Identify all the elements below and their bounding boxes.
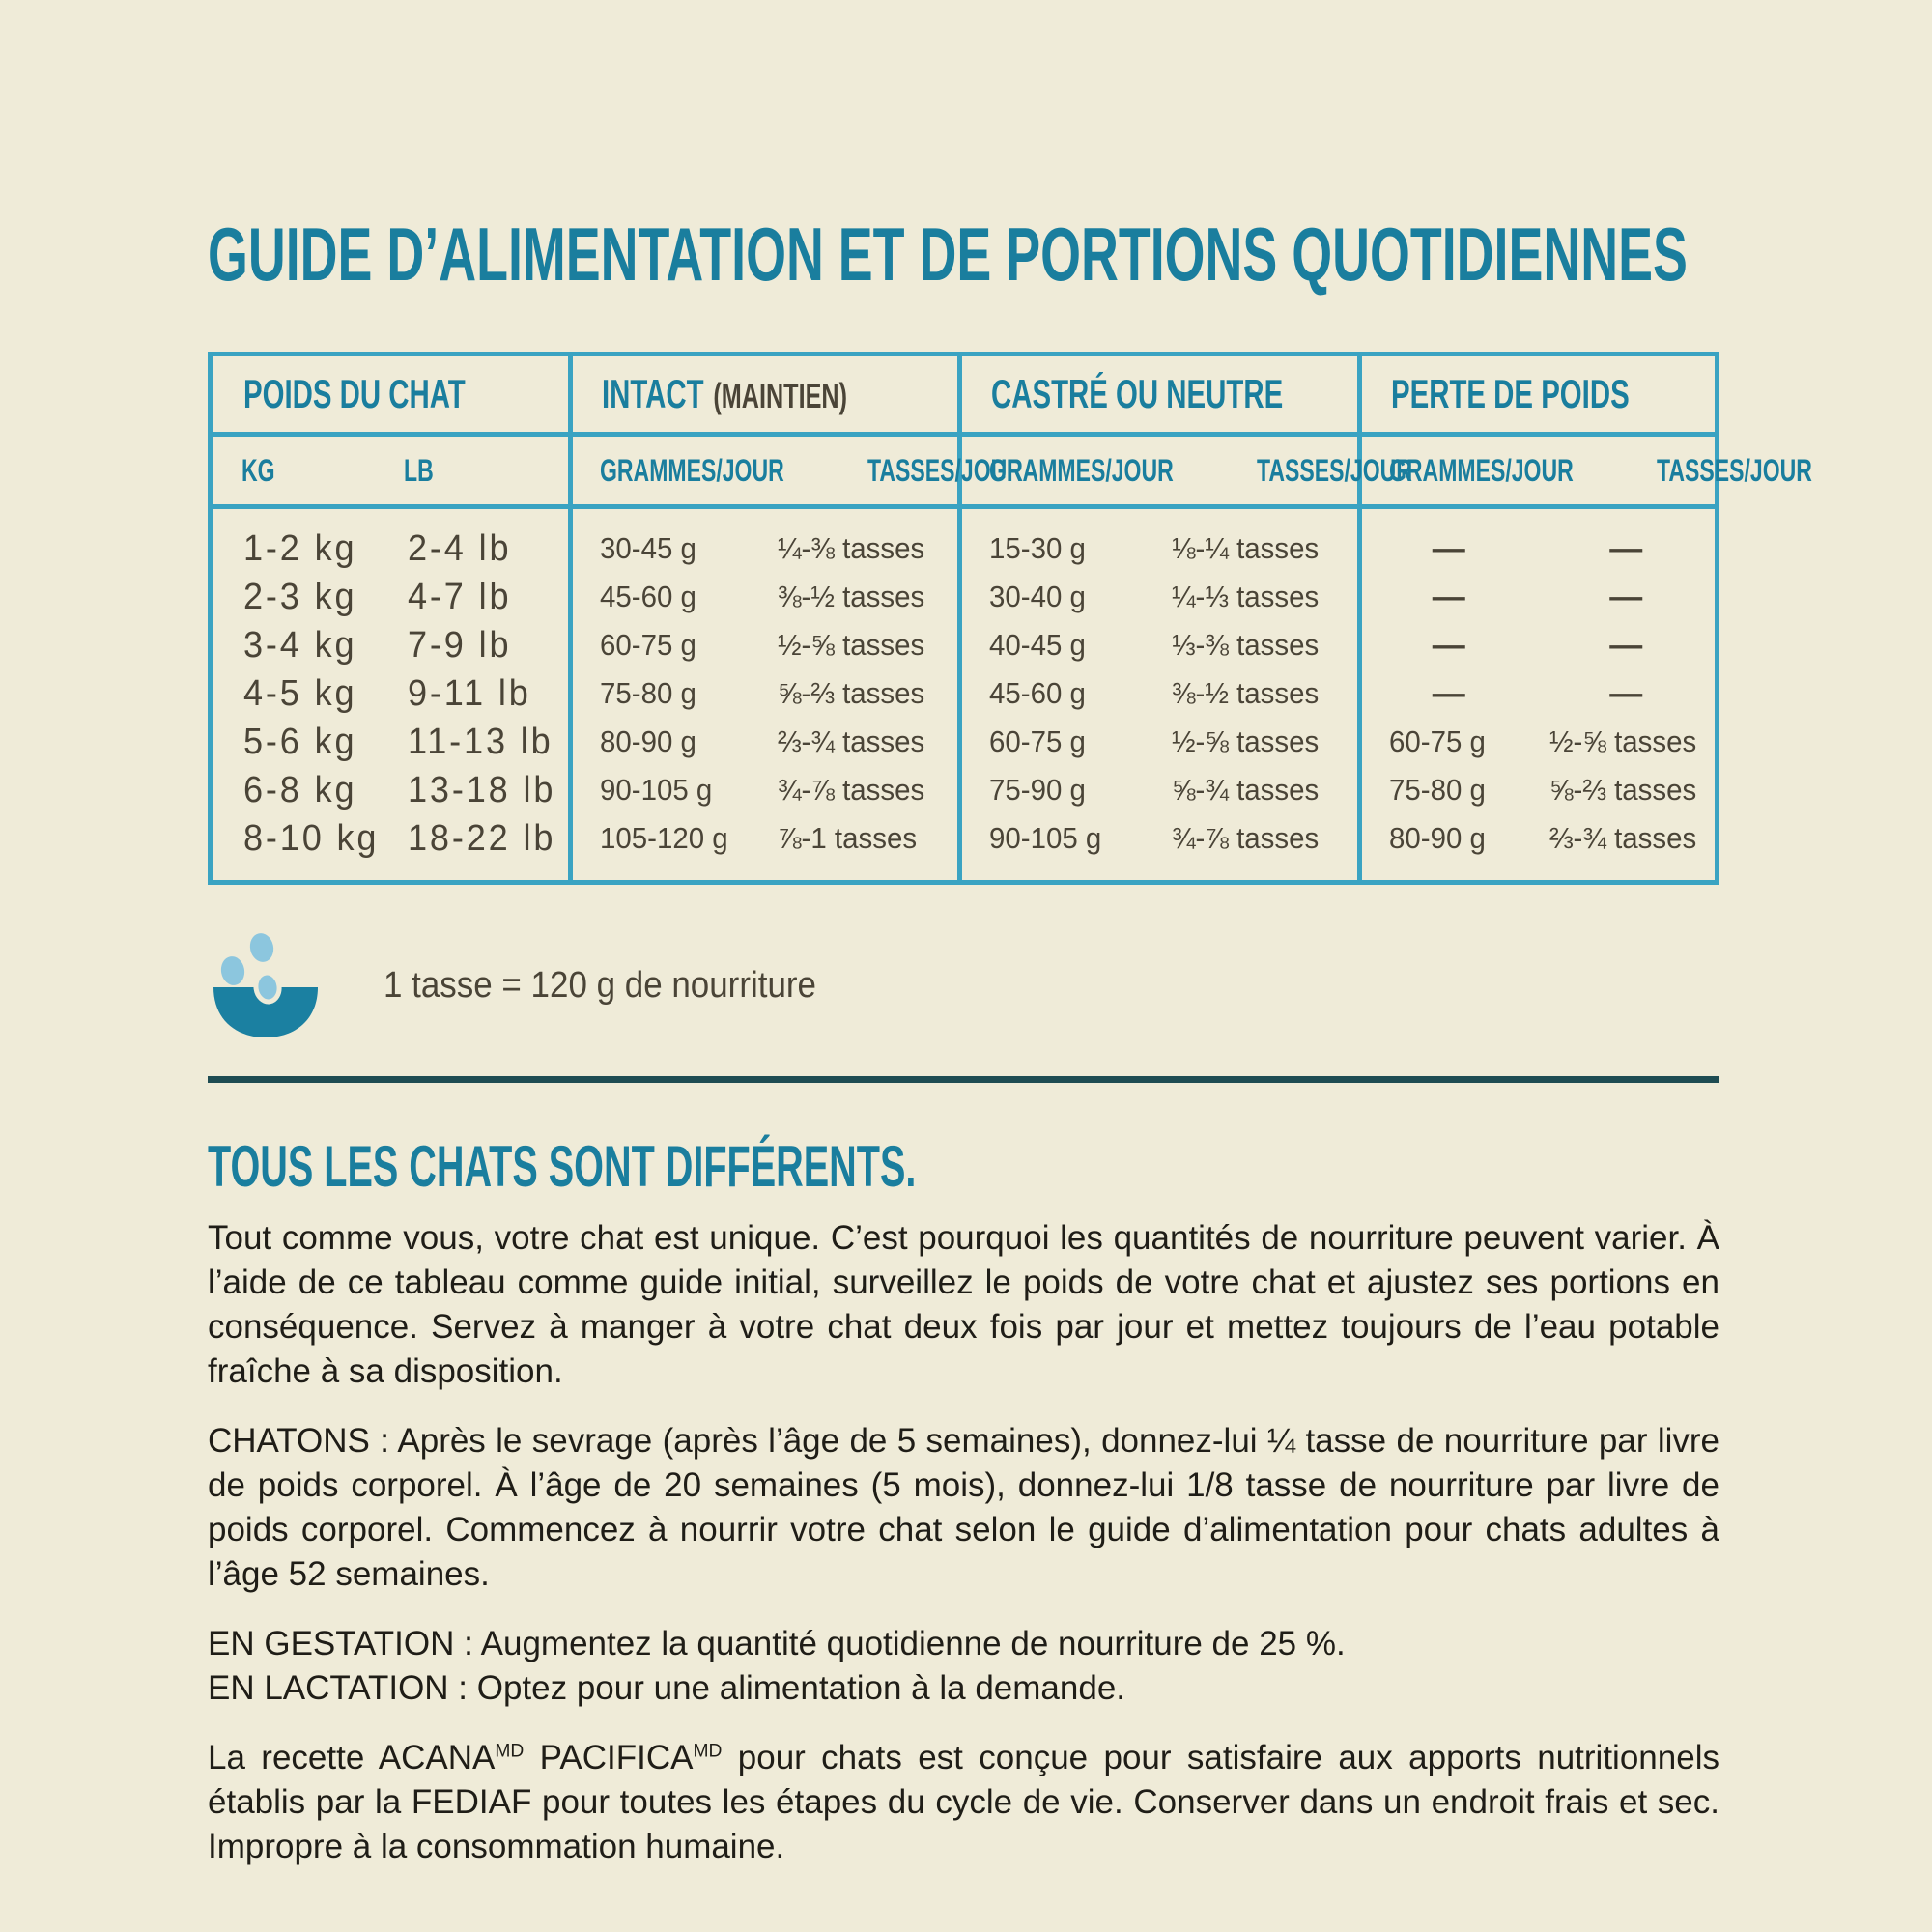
table-cell-group xyxy=(960,669,1360,718)
table-cell-group xyxy=(213,621,571,669)
portion-value: 75-80 g xyxy=(600,676,696,710)
body-paragraphs xyxy=(208,1216,1719,1869)
weight-value: 13-18 lb xyxy=(407,769,555,810)
cup-note xyxy=(208,929,1719,1041)
subcolumn-header-lb: LB xyxy=(403,452,434,488)
table-cell-group xyxy=(1360,669,1715,718)
portion-value: ⅞-1 tasses xyxy=(777,821,917,855)
portion-value: 105-120 g xyxy=(600,821,728,855)
portion-value: ½-⅝ tasses xyxy=(1548,724,1696,758)
portion-value: ¼-⅓ tasses xyxy=(1172,580,1320,613)
table-cell-group xyxy=(1360,814,1715,863)
table-cell-group xyxy=(1360,621,1715,669)
portion-value: ¼-⅜ tasses xyxy=(777,531,924,565)
feeding-table xyxy=(208,352,1812,885)
portion-value: ⅓-⅜ tasses xyxy=(1172,628,1320,662)
table-divider xyxy=(213,432,1715,437)
table-row xyxy=(213,573,1715,621)
portion-value: ¾-⅞ tasses xyxy=(1172,821,1320,855)
table-cell-group xyxy=(960,573,1360,621)
weight-value: 2-4 lb xyxy=(407,527,511,569)
cup-note-text: 1 tasse = 120 g de nourriture xyxy=(384,964,816,1006)
empty-value: — xyxy=(1432,674,1465,712)
content-column xyxy=(208,0,1812,1894)
table-cell-group xyxy=(571,573,960,621)
table-cell-group xyxy=(960,718,1360,766)
column-group-header-castre xyxy=(960,356,1360,432)
weight-value: 3-4 kg xyxy=(243,624,357,666)
column-group-header-perte xyxy=(1360,356,1731,432)
table-cell-group xyxy=(960,525,1360,573)
portion-value: 45-60 g xyxy=(600,580,696,613)
table-cell-group xyxy=(571,718,960,766)
weight-value: 9-11 lb xyxy=(407,672,531,714)
table-cell-group xyxy=(571,621,960,669)
table-cell-group xyxy=(213,766,571,814)
paragraph-gestation: EN GESTATION : Augmentez la quantité quotidienne de nourriture de 25 %. xyxy=(208,1625,1346,1662)
portion-value: 80-90 g xyxy=(600,724,696,758)
subcolumn-header-grammes: GRAMMES/JOUR xyxy=(1389,452,1574,488)
table-row xyxy=(213,814,1715,863)
portion-value: ⅔-¾ tasses xyxy=(777,724,924,758)
portion-value: 15-30 g xyxy=(989,531,1086,565)
weight-value: 5-6 kg xyxy=(243,721,357,762)
table-cell-group xyxy=(213,669,571,718)
subheader-group-castre xyxy=(960,437,1412,504)
empty-value: — xyxy=(1609,529,1643,567)
section-divider xyxy=(208,1076,1719,1083)
subcolumn-header-tasses: TASSES/JOUR xyxy=(1256,452,1412,488)
subheader-group-perte xyxy=(1360,437,1872,504)
portion-value: 75-90 g xyxy=(989,773,1086,807)
table-cell-group xyxy=(1360,718,1715,766)
portion-value: ⅝-⅔ tasses xyxy=(777,676,924,710)
column-group-label: PERTE DE POIDS xyxy=(1391,371,1630,416)
portion-value: ¾-⅞ tasses xyxy=(777,773,924,807)
subcolumn-header-grammes: GRAMMES/JOUR xyxy=(600,452,784,488)
empty-value: — xyxy=(1432,626,1465,664)
subcolumn-header-tasses: TASSES/JOUR xyxy=(1656,452,1812,488)
weight-value: 7-9 lb xyxy=(407,624,511,666)
column-group-suffix: (MAINTIEN) xyxy=(713,376,847,415)
table-header-row xyxy=(213,356,1715,432)
table-cell-group xyxy=(213,814,571,863)
table-row xyxy=(213,669,1715,718)
weight-value: 4-5 kg xyxy=(243,672,357,714)
weight-value: 2-3 kg xyxy=(243,576,357,617)
empty-value: — xyxy=(1609,626,1643,664)
paragraph-chatons: CHATONS : Après le sevrage (après l’âge de 5 semaines), donnez-lui ¼ tasse de nourriture par livre de poids corporel. À l’âge de 20 semaines (5 mois), donnez-lui 1/8 tasse de nourriture par livre de poids corporel. Commencez à nourrir votre chat selon le guide d’alimentation pour chats adultes à l’âge 52 semaines. xyxy=(208,1422,1719,1593)
table-row xyxy=(213,525,1715,573)
portion-value: ⅜-½ tasses xyxy=(1172,676,1320,710)
subheader-group-intact xyxy=(571,437,1023,504)
portion-value: 45-60 g xyxy=(989,676,1086,710)
portion-value: 30-45 g xyxy=(600,531,696,565)
paragraph-recette: La recette $ACANA^{MD}$ $PACIFICA^{MD}$ pour chats est conçue pour satisfaire aux apports nutritionnels établis par la FEDIAF pour toutes les étapes du cycle de vie. Conserver dans un endroit frais et sec. Impropre à la consommation humaine. xyxy=(208,1739,1719,1865)
table-cell-group xyxy=(571,525,960,573)
portion-value: 30-40 g xyxy=(989,580,1086,613)
table-cell-group xyxy=(960,621,1360,669)
portion-value: ⅜-½ tasses xyxy=(777,580,924,613)
empty-value: — xyxy=(1609,674,1643,712)
table-row xyxy=(213,718,1715,766)
paragraph-intro: Tout comme vous, votre chat est unique. C’est pourquoi les quantités de nourriture peuvent varier. À l’aide de ce tableau comme guide initial, surveillez le poids de votre chat et ajustez ses portions en conséquence. Servez à manger à votre chat deux fois par jour et mettez toujours de l’eau potable fraîche à sa disposition. xyxy=(208,1219,1719,1390)
section-heading-text: TOUS LES CHATS SONT DIFFÉRENTS. xyxy=(208,1134,917,1199)
portion-value: 60-75 g xyxy=(989,724,1086,758)
portion-value: 90-105 g xyxy=(600,773,713,807)
portion-value: ½-⅝ tasses xyxy=(1172,724,1320,758)
table-cell-group xyxy=(1360,525,1715,573)
empty-value: — xyxy=(1432,529,1465,567)
paragraph-lactation: EN LACTATION : Optez pour une alimentation à la demande. xyxy=(208,1669,1126,1707)
kibble-bowl-icon xyxy=(208,929,324,1041)
subcolumn-header-kg: KG xyxy=(242,452,275,488)
subcolumn-header-tasses: TASSES/JOUR xyxy=(867,452,1023,488)
portion-value: 90-105 g xyxy=(989,821,1102,855)
table-cell-group xyxy=(1360,766,1715,814)
weight-value: 11-13 lb xyxy=(407,721,554,762)
column-group-label: CASTRÉ OU NEUTRE xyxy=(991,371,1284,416)
weight-value: 4-7 lb xyxy=(407,576,511,617)
portion-value: ⅝-⅔ tasses xyxy=(1548,773,1696,807)
portion-value: ⅝-¾ tasses xyxy=(1172,773,1320,807)
table-cell-group xyxy=(213,718,571,766)
page-title xyxy=(208,213,1719,296)
table-subheader-row xyxy=(213,437,1812,504)
portion-value: 60-75 g xyxy=(1389,724,1486,758)
feeding-table-body xyxy=(213,509,1715,880)
table-row xyxy=(213,766,1715,814)
empty-value: — xyxy=(1432,578,1465,615)
weight-value: 6-8 kg xyxy=(243,769,357,810)
column-group-header-poids xyxy=(213,356,571,432)
table-cell-group xyxy=(213,525,571,573)
page-title-text: GUIDE D’ALIMENTATION ET DE PORTIONS QUOTIDIENNES xyxy=(208,212,1688,297)
table-row xyxy=(213,621,1715,669)
column-group-label: POIDS DU CHAT xyxy=(243,371,466,416)
weight-value: 18-22 lb xyxy=(407,817,555,859)
table-cell-group xyxy=(571,766,960,814)
table-cell-group xyxy=(571,814,960,863)
portion-value: 40-45 g xyxy=(989,628,1086,662)
table-cell-group xyxy=(960,766,1360,814)
portion-value: ⅛-¼ tasses xyxy=(1172,531,1320,565)
weight-value: 1-2 kg xyxy=(243,527,357,569)
portion-value: 80-90 g xyxy=(1389,821,1486,855)
subcolumn-header-grammes: GRAMMES/JOUR xyxy=(989,452,1174,488)
portion-value: ⅔-¾ tasses xyxy=(1548,821,1696,855)
column-group-label: INTACT xyxy=(602,371,704,416)
column-group-header-intact xyxy=(571,356,960,432)
table-cell-group xyxy=(1360,573,1715,621)
portion-value: 75-80 g xyxy=(1389,773,1486,807)
portion-value: 60-75 g xyxy=(600,628,696,662)
section-heading xyxy=(208,1133,1719,1201)
table-cell-group xyxy=(571,669,960,718)
table-cell-group xyxy=(960,814,1360,863)
portion-value: ½-⅝ tasses xyxy=(777,628,924,662)
table-cell-group xyxy=(213,573,571,621)
subheader-group-poids xyxy=(213,437,571,504)
empty-value: — xyxy=(1609,578,1643,615)
table-divider xyxy=(213,504,1715,509)
weight-value: 8-10 kg xyxy=(243,817,380,859)
